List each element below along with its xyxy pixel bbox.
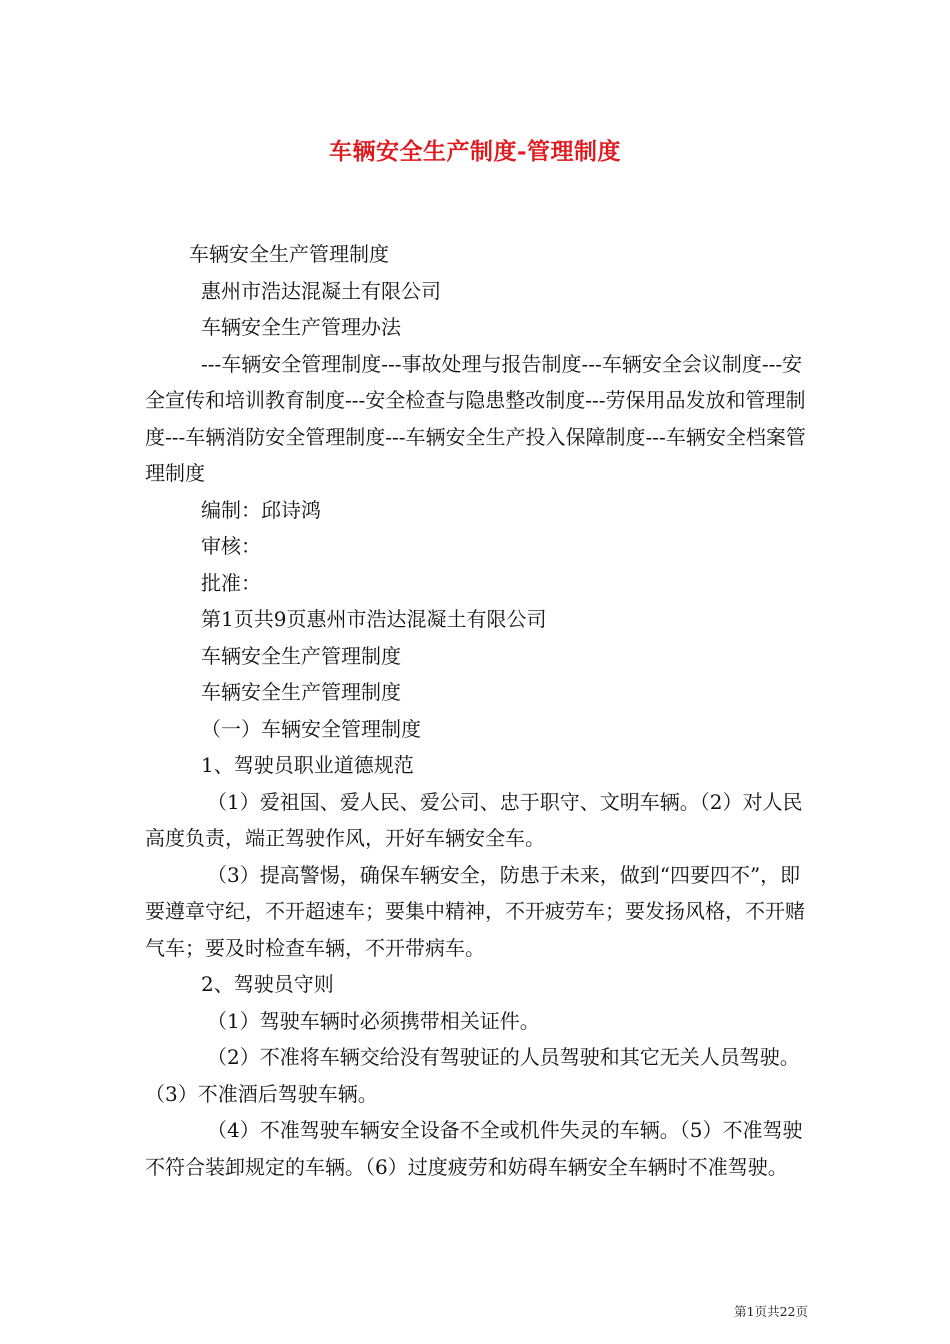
paragraph-15: 2、驾驶员守则 [201,972,334,996]
paragraph-9: 车辆安全生产管理制度 [201,643,401,668]
paragraph-5: 编制：邱诗鸿 [201,497,321,522]
page-footer: 第1页共22页 [734,1304,808,1319]
paragraph-1: 车辆安全生产管理制度 [189,242,389,266]
paragraph-12: 1、驾驶员职业道德规范 [201,753,414,777]
paragraph-17: （2）不准将车辆交给没有驾驶证的人员驾驶和其它无关人员驾驶。（3）不准酒后驾驶车辆。 [145,1045,800,1106]
paragraph-10: 车辆安全生产管理制度 [201,680,401,704]
paragraph-6: 审核： [201,534,261,558]
paragraph-18: （4）不准驾驶车辆安全设备不全或机件失灵的车辆。（5）不准驾驶不符合装卸规定的车辆。（6）过度疲劳和妨碍车辆安全车辆时不准驾驶。 [145,1118,803,1179]
paragraph-4: ---车辆安全管理制度---事故处理与报告制度---车辆安全会议制度---安全宣传和培训教育制度---安全检查与隐患整改制度---劳保用品发放和管理制度---车辆消防安全管理制度---车辆安全生产投入保障制度---车辆安全档案管理制度 [145,351,806,485]
paragraph-11: （一）车辆安全管理制度 [201,716,421,741]
paragraph-2: 惠州市浩达混凝土有限公司 [201,278,441,303]
document-title: 车辆安全生产制度-管理制度 [328,138,622,165]
paragraph-16: （1）驾驶车辆时必须携带相关证件。 [207,1008,540,1033]
paragraph-14: （3）提高警惕，确保车辆安全，防患于未来，做到“四要四不”，即要遵章守纪，不开超速车；要集中精神，不开疲劳车；要发扬风格，不开赌气车；要及时检查车辆，不开带病车。 [145,862,805,960]
paragraph-8: 第1页共9页惠州市浩达混凝土有限公司 [201,607,547,631]
paragraph-3: 车辆安全生产管理办法 [201,315,401,339]
paragraph-13: （1）爱祖国、爱人民、爱公司、忠于职守、文明车辆。（2）对人民高度负责，端正驾驶作风，开好车辆安全车。 [145,789,803,850]
document-body [145,236,810,1185]
paragraph-7: 批准： [201,570,261,595]
